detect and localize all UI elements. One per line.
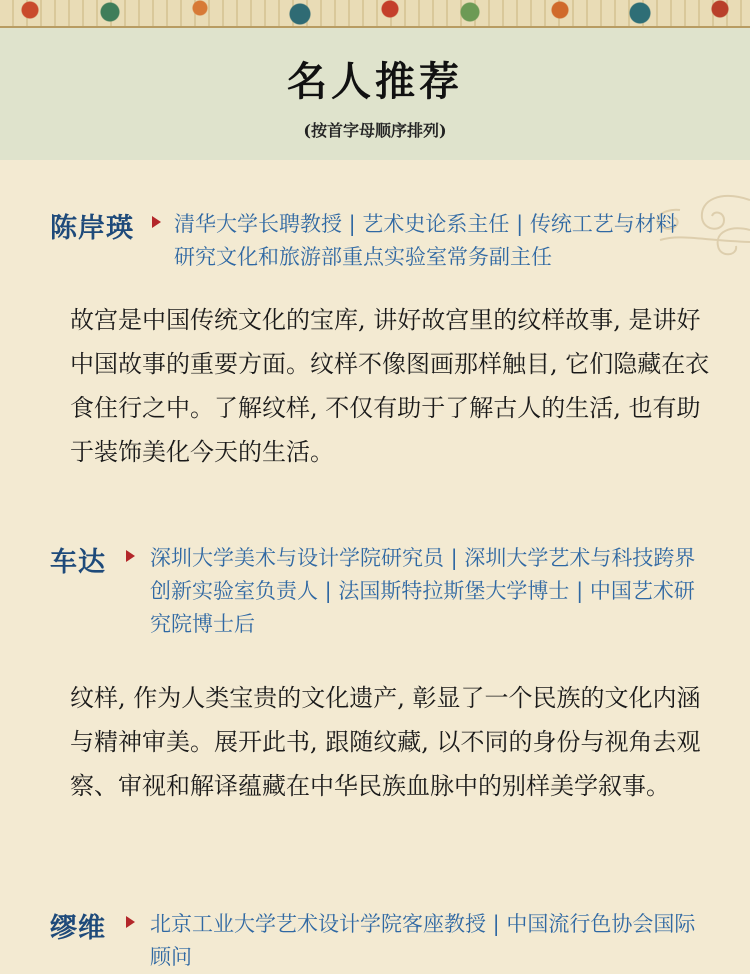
recommender-titles: 北京工业大学艺术设计学院客座教授 | 中国流行色协会国际顾问 — [150, 912, 696, 969]
recommender-quote: 故宫是中国传统文化的宝库, 讲好故宫里的纹样故事, 是讲好中国故事的重要方面。纹样不像图画那样触目, 它们隐藏在衣食住行之中。了解纹样, 不仅有助于了解古人的生活, 也有助于装饰美化今天的生活。 — [70, 306, 710, 466]
recommender-name: 缪维 — [50, 913, 106, 944]
page-title: 名人推荐 — [287, 58, 463, 105]
triangle-marker-icon — [152, 216, 161, 228]
recommender-titles: 清华大学长聘教授 | 艺术史论系主任 | 传统工艺与材料研究文化和旅游部重点实验室常务副主任 — [174, 212, 677, 269]
recommender-name: 陈岸瑛 — [50, 213, 134, 244]
page-subtitle: (按首字母顺序排列) — [303, 121, 447, 140]
recommender-name: 车达 — [50, 547, 106, 578]
triangle-marker-icon — [126, 550, 135, 562]
floral-pattern-banner — [0, 0, 750, 28]
recommender-quote: 纹样, 作为人类宝贵的文化遗产, 彰显了一个民族的文化内涵与精神审美。展开此书, 跟随纹藏, 以不同的身份与视角去观察、审视和解译蕴藏在中华民族血脉中的别样美学叙事。 — [70, 684, 701, 800]
recommender-titles: 深圳大学美术与设计学院研究员 | 深圳大学艺术与科技跨界创新实验室负责人 | 法国斯特拉斯堡大学博士 | 中国艺术研究院博士后 — [150, 546, 696, 636]
triangle-marker-icon — [126, 916, 135, 928]
